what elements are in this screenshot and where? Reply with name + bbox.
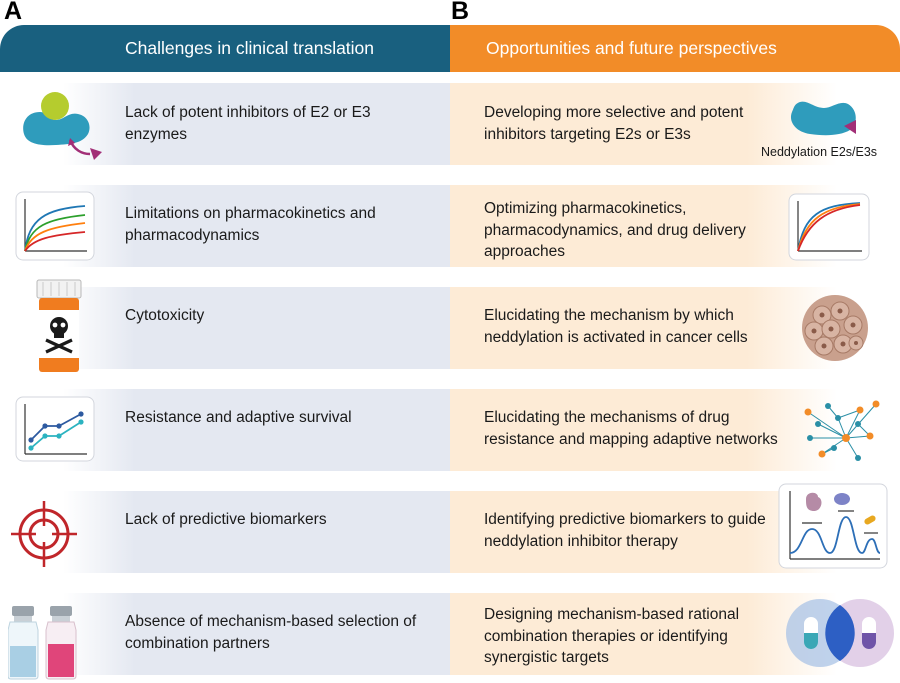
network-graph-icon (800, 396, 882, 464)
enzyme-inhibitor-icon (18, 90, 108, 164)
biomarker-peaks-icon (778, 483, 888, 569)
neddylation-label: Neddylation E2s/E3s (761, 145, 878, 159)
challenge-text: Absence of mechanism-based selection of combination partners (125, 613, 417, 652)
opportunity-text: Elucidating the mechanism by which neddylation is activated in cancer cells (484, 307, 748, 346)
header-opportunities-title: Opportunities and future perspectives (486, 38, 777, 58)
capsules-overlap-icon (778, 597, 898, 669)
toxic-pill-bottle-icon (34, 278, 84, 374)
enzyme-icon (786, 96, 862, 142)
opportunity-text: Developing more selective and potent inhibitors targeting E2s or E3s (484, 104, 744, 143)
optimized-curves-icon (788, 193, 870, 261)
panel-label-b: B (451, 0, 470, 25)
challenge-text: Cytotoxicity (125, 307, 205, 324)
header-challenges (0, 25, 450, 72)
challenge-text: Limitations on pharmacokinetics and pharmacodynamics (125, 205, 376, 244)
opportunity-text: Designing mechanism-based rational combination therapies or identifying synergistic targets (484, 606, 740, 666)
opportunity-text: Optimizing pharmacokinetics, pharmacodynamics, and drug delivery approaches (484, 200, 746, 260)
panel-label-a: A (4, 0, 23, 25)
challenge-text: Lack of predictive biomarkers (125, 511, 327, 528)
challenge-text: Lack of potent inhibitors of E2 or E3 enzymes (125, 104, 371, 143)
header-opportunities (450, 25, 900, 72)
vials-icon (8, 604, 82, 680)
target-crosshair-icon (11, 501, 77, 567)
challenge-text: Resistance and adaptive survival (125, 409, 352, 426)
header-challenges-title: Challenges in clinical translation (125, 38, 375, 58)
opportunity-text: Identifying predictive biomarkers to guide neddylation inhibitor therapy (484, 511, 766, 550)
rising-line-chart-icon (15, 396, 95, 462)
opportunity-text: Elucidating the mechanisms of drug resistance and mapping adaptive networks (484, 409, 778, 448)
cancer-cell-cluster-icon (798, 291, 872, 365)
pk-curves-icon (15, 191, 95, 261)
